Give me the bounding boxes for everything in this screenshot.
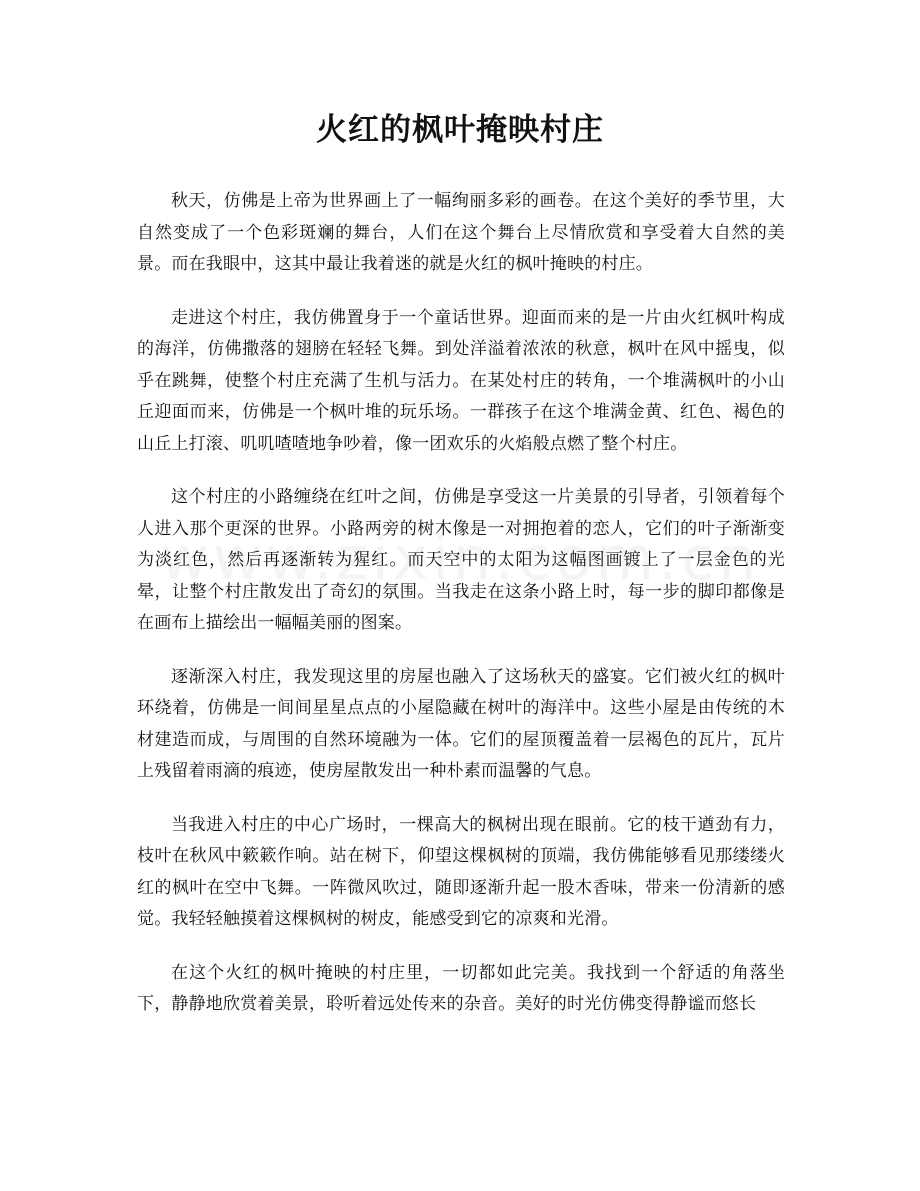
document-title: 火红的枫叶掩映村庄 [316,112,604,148]
paragraph-4: 逐渐深入村庄，我发现这里的房屋也融入了这场秋天的盛宴。它们被火红的枫叶环绕着，仿佛是一间间星星点点的小屋隐藏在树叶的海洋中。这些小屋是由传统的木材建造而成，与周围的自然环境融为一体。它们的屋顶覆盖着一层褐色的瓦片，瓦片上残留着雨滴的痕迹，使房屋散发出一种朴素而温馨的气息。 [137,666,785,781]
paragraph-3: 这个村庄的小路缠绕在红叶之间，仿佛是享受这一片美景的引导者，引领着每个人进入那个更深的世界。小路两旁的树木像是一对拥抱着的恋人，它们的叶子渐渐变为淡红色，然后再逐渐转为猩红。而天空中的太阳为这幅图画镀上了一层金色的光晕，让整个村庄散发出了奇幻的氛围。当我走在这条小路上时，每一步的脚印都像是在画布上描绘出一幅幅美丽的图案。 [137,487,785,633]
document-body [137,186,785,1043]
paragraph-5: 当我进入村庄的中心广场时，一棵高大的枫树出现在眼前。它的枝干遒劲有力，枝叶在秋风中簌簌作响。站在树下，仰望这棵枫树的顶端，我仿佛能够看见那缕缕火红的枫叶在空中飞舞。一阵微风吹过，随即逐渐升起一股木香味，带来一份清新的感觉。我轻轻触摸着这棵枫树的树皮，能感受到它的凉爽和光滑。 [137,814,785,929]
paragraph-1: 秋天，仿佛是上帝为世界画上了一幅绚丽多彩的画卷。在这个美好的季节里，大自然变成了一个色彩斑斓的舞台，人们在这个舞台上尽情欣赏和享受着大自然的美景。而在我眼中，这其中最让我着迷的就是火红的枫叶掩映的村庄。 [137,191,785,274]
paragraph-2: 走进这个村庄，我仿佛置身于一个童话世界。迎面而来的是一片由火红枫叶构成的海洋，仿佛撒落的翅膀在轻轻飞舞。到处洋溢着浓浓的秋意，枫叶在风中摇曳，似乎在跳舞，使整个村庄充满了生机与活力。在某处村庄的转角，一个堆满枫叶的小山丘迎面而来，仿佛是一个枫叶堆的玩乐场。一群孩子在这个堆满金黄、红色、褐色的山丘上打滚、叽叽喳喳地争吵着，像一团欢乐的火焰般点燃了整个村庄。 [137,307,785,454]
paragraph-6: 在这个火红的枫叶掩映的村庄里，一切都如此完美。我找到一个舒适的角落坐下，静静地欣赏着美景，聆听着远处传来的杂音。美好的时光仿佛变得静谧而悠长 [137,962,785,1014]
